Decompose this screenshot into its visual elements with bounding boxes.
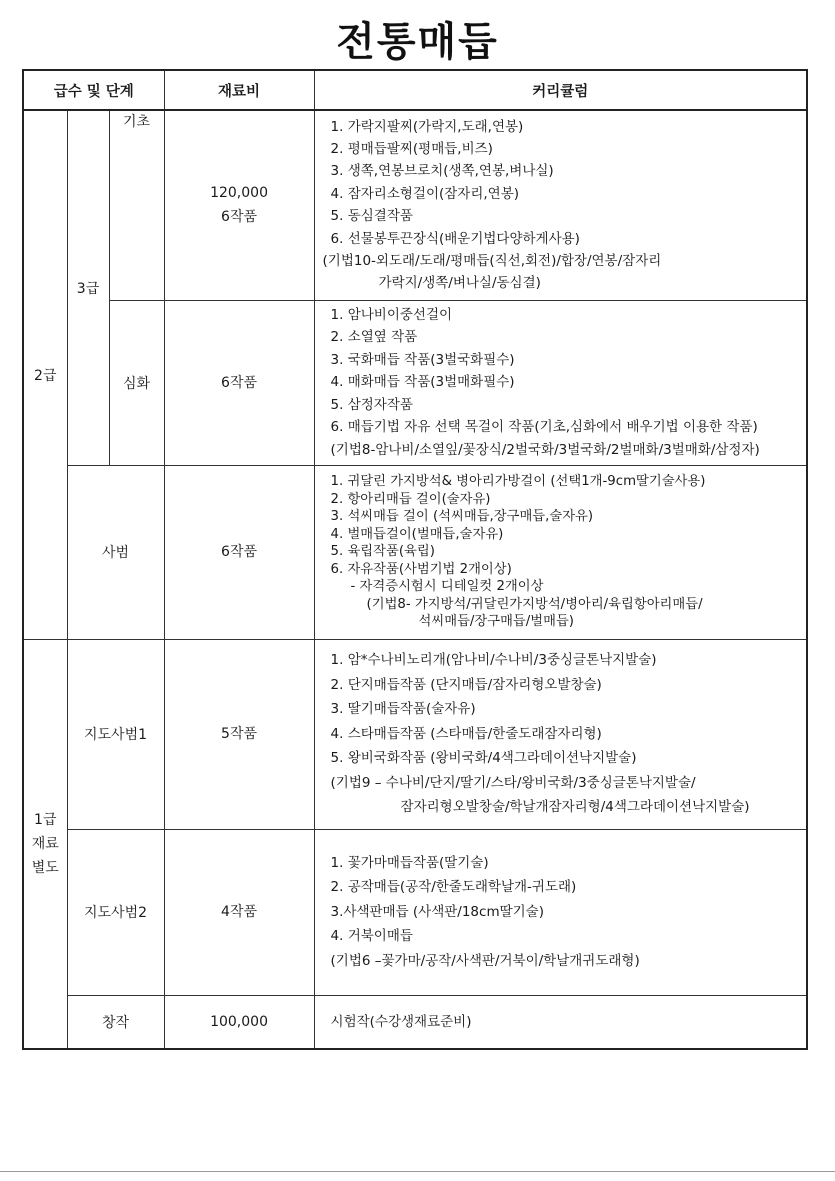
page-bottom-rule xyxy=(0,1171,835,1172)
list-item: 5. 동심결작품 xyxy=(330,208,413,225)
list-item: 6. 자유작품(사범기법 2개이상) xyxy=(330,561,512,577)
list-item: 5. 왕비국화작품 (왕비국화/4색그라데이션낙지발술) xyxy=(330,750,637,767)
list-item: 2. 항아리매듭 걸이(술자유) xyxy=(330,491,491,507)
curriculum-table xyxy=(22,69,808,1050)
list-item: 2. 소열옆 작품 xyxy=(330,329,418,346)
level-grade1-line: 1급 xyxy=(34,811,57,828)
level-grade2: 2급 xyxy=(23,110,67,639)
list-item: (기법8- 가지방석/귀달린가지방석/병아리/육립항아리매듭/ xyxy=(366,596,703,612)
list-item: 2. 평매듭팔찌(평매듭,비즈) xyxy=(330,141,493,158)
table-header-row xyxy=(23,70,807,110)
table-row-master1 xyxy=(23,639,807,829)
stage-master1: 지도사범1 xyxy=(67,639,164,829)
list-item: 잠자리형오발창술/학날개잠자리형/4색그라데이션낙지발술) xyxy=(400,799,750,816)
list-item: (기법6 –꽃가마/공작/사색판/거북이/학날개귀도래형) xyxy=(330,952,640,969)
list-item: 3. 생쪽,연봉브로치(생쪽,연봉,벼나실) xyxy=(330,163,554,180)
curriculum-basic xyxy=(314,110,807,300)
fee-master2: 4작품 xyxy=(164,829,314,995)
table-row-advanced xyxy=(23,300,807,465)
list-item: (기법10-외도래/도래/평매듭(직선,회전)/합장/연봉/잠자리 xyxy=(322,253,662,270)
header-fee: 재료비 xyxy=(164,70,314,110)
list-item: 2. 단지매듭작품 (단지매듭/잠자리형오발창술) xyxy=(330,676,602,693)
list-item: 5. 삼정자작품 xyxy=(330,396,413,413)
stage-creation: 창작 xyxy=(67,995,164,1049)
list-item: 3. 석씨매듭 걸이 (석씨매듭,장구매듭,술자유) xyxy=(330,509,594,525)
list-item: 6. 매듭기법 자유 선택 목걸이 작품(기초,심화에서 배우기법 이용한 작품) xyxy=(330,419,758,436)
list-item: 가락지/생쪽/벼나실/동심결) xyxy=(378,275,541,292)
list-item: 1. 암*수나비노리개(암나비/수나비/3중싱글톤낙지발술) xyxy=(330,652,657,669)
fee-creation: 100,000 xyxy=(164,995,314,1049)
list-item: 4. 잠자리소형걸이(잠자리,연봉) xyxy=(330,185,520,202)
list-item: 3. 국화매듭 작품(3벌국화필수) xyxy=(330,351,515,368)
table-row-instructor xyxy=(23,465,807,639)
level-grade3: 3급 xyxy=(67,110,109,465)
list-item: 4. 매화매듭 작품(3벌매화필수) xyxy=(330,374,515,391)
stage-instructor: 사범 xyxy=(67,465,164,639)
curriculum-instructor xyxy=(314,465,807,639)
list-item: 4. 스타매듭작품 (스타매듭/한줄도래잠자리형) xyxy=(330,725,602,742)
list-item: 3. 딸기매듭작품(술자유) xyxy=(330,701,476,718)
fee-master1: 5작품 xyxy=(164,639,314,829)
page-title: 전통매듭 xyxy=(336,19,499,65)
list-item: - 자격증시험시 디테일컷 2개이상 xyxy=(350,579,544,595)
list-item: 5. 육립작품(육립) xyxy=(330,544,435,560)
fee-basic-amount: 120,000 xyxy=(210,185,268,202)
header-level: 급수 및 단계 xyxy=(23,70,164,110)
curriculum-master2 xyxy=(314,829,807,995)
stage-master2: 지도사범2 xyxy=(67,829,164,995)
curriculum-creation xyxy=(314,995,807,1049)
stage-advanced: 심화 xyxy=(109,300,164,465)
list-item: 석씨매듭/장구매듭/벌매듭) xyxy=(418,614,574,630)
list-item: (기법9 – 수나비/단지/딸기/스타/왕비국화/3중싱글톤낙지발술/ xyxy=(330,774,696,791)
header-curriculum: 커리큘럼 xyxy=(314,70,807,110)
list-item: 4. 거북이매듭 xyxy=(330,928,413,945)
list-item: 1. 귀달린 가지방석& 병아리가방걸이 (선택1개-9cm딸기술사용) xyxy=(330,474,706,490)
list-item: 6. 선물봉투끈장식(배운기법다양하게사용) xyxy=(330,230,580,247)
table-row-master2 xyxy=(23,829,807,995)
fee-advanced: 6작품 xyxy=(164,300,314,465)
list-item: 1. 꽃가마매듭작품(딸기술) xyxy=(330,854,489,871)
fee-instructor: 6작품 xyxy=(164,465,314,639)
list-item: 3.사색판매듭 (사색판/18cm딸기술) xyxy=(330,903,544,920)
list-item: 4. 벌매듭걸이(벌매듭,술자유) xyxy=(330,526,504,542)
table-row-basic xyxy=(23,110,807,300)
level-grade1-line: 별도 xyxy=(31,859,59,876)
curriculum-advanced xyxy=(314,300,807,465)
level-grade1-line: 재료 xyxy=(31,835,59,852)
level-grade1 xyxy=(23,639,67,1049)
fee-basic xyxy=(164,110,314,300)
stage-basic: 기초 xyxy=(109,110,164,300)
table-row-creation xyxy=(23,995,807,1049)
fee-basic-count: 6작품 xyxy=(221,209,258,226)
list-item: 1. 가락지팔찌(가락지,도래,연봉) xyxy=(330,118,524,135)
list-item: 1. 암나비이중선걸이 xyxy=(330,307,453,324)
list-item: 시험작(수강생재료준비) xyxy=(330,1013,472,1030)
list-item: (기법8-암나비/소열잎/꽃장식/2벌국화/3벌국화/2벌매화/3벌매화/삼정자) xyxy=(330,441,760,458)
list-item: 2. 공작매듭(공작/한줄도래학날개-귀도래) xyxy=(330,879,577,896)
curriculum-master1 xyxy=(314,639,807,829)
